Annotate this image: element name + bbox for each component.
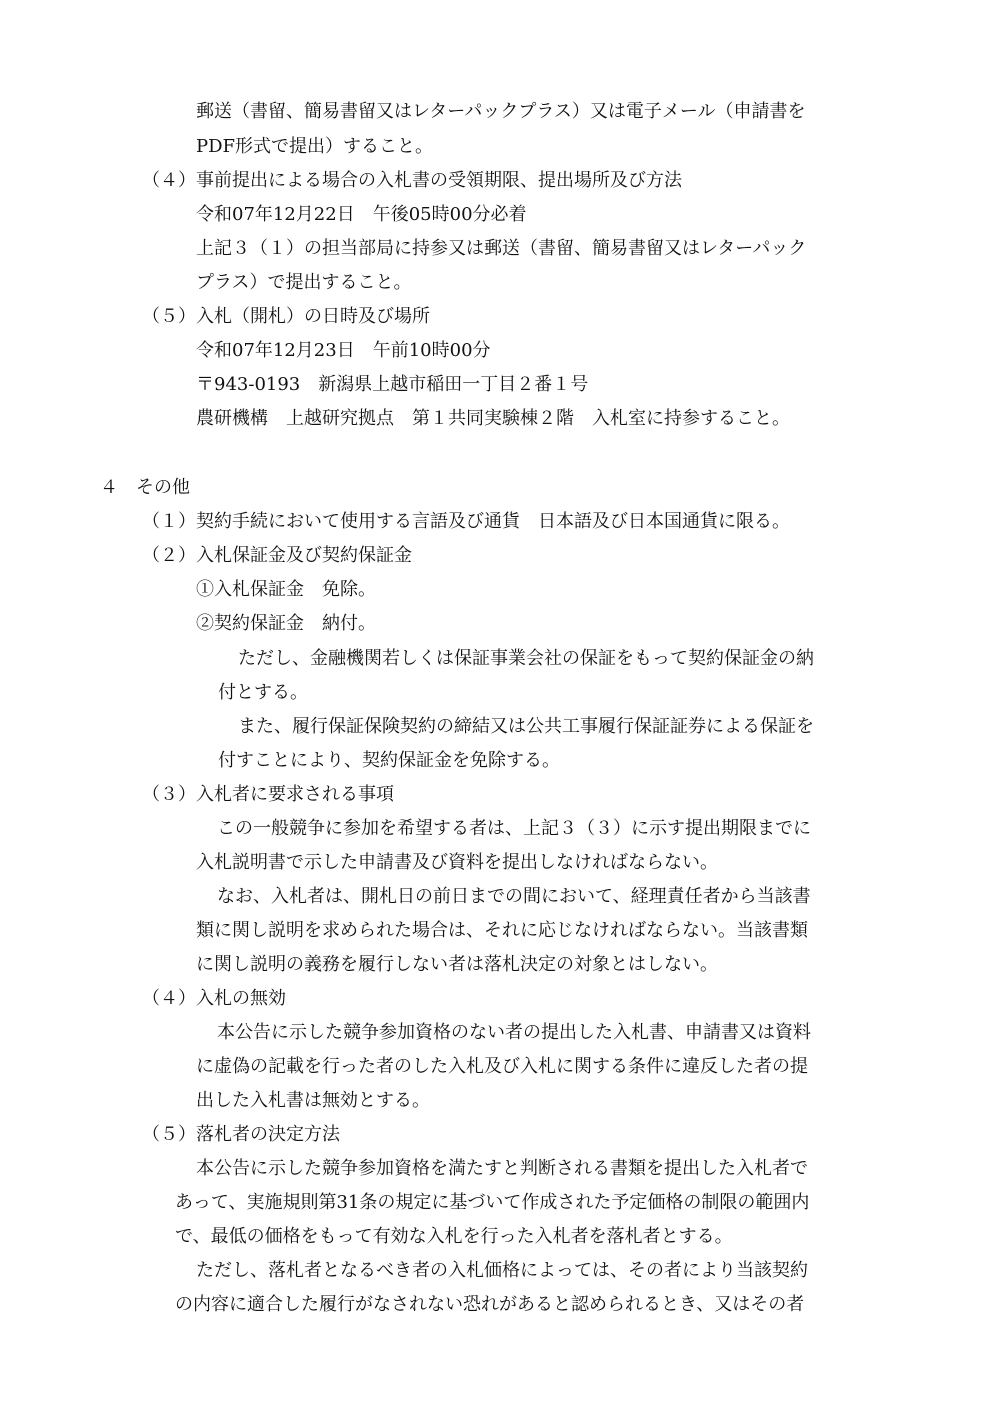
- text-line: プラス）で提出すること。: [196, 272, 412, 293]
- section-heading: （４）入札の無効: [142, 988, 286, 1009]
- text-line: に関し説明の義務を履行しない者は落札決定の対象とはしない。: [196, 954, 718, 975]
- text-line: PDF形式で提出）すること。: [196, 136, 434, 157]
- section-heading: （５）落札者の決定方法: [142, 1124, 340, 1145]
- text-line: 上記３（１）の担当部局に持参又は郵送（書留、簡易書留又はレターパック: [196, 238, 807, 259]
- text-line: 本公告に示した競争参加資格のない者の提出した入札書、申請書又は資料: [217, 1022, 811, 1043]
- text-line: ただし、金融機関若しくは保証事業会社の保証をもって契約保証金の納: [238, 648, 814, 669]
- text-line: 農研機構 上越研究拠点 第１共同実験棟２階 入札室に持参すること。: [196, 408, 790, 429]
- section-heading: （５）入札（開札）の日時及び場所: [142, 306, 430, 327]
- section-heading: （３）入札者に要求される事項: [142, 784, 394, 805]
- text-line: で、最低の価格をもって有効な入札を行った入札者を落札者とする。: [175, 1226, 733, 1247]
- chapter-heading: ４ その他: [100, 477, 190, 498]
- text-line: この一般競争に参加を希望する者は、上記３（３）に示す提出期限までに: [217, 818, 811, 839]
- section-heading: （４）事前提出による場合の入札書の受領期限、提出場所及び方法: [142, 170, 682, 191]
- section-heading: （２）入札保証金及び契約保証金: [142, 545, 412, 566]
- text-line: ②契約保証金 納付。: [196, 613, 376, 634]
- text-line: 本公告に示した競争参加資格を満たすと判断される書類を提出した入札者で: [196, 1158, 808, 1179]
- text-line: ただし、落札者となるべき者の入札価格によっては、その者により当該契約: [196, 1260, 808, 1281]
- text-line: あって、実施規則第31条の規定に基づいて作成された予定価格の制限の範囲内: [175, 1192, 810, 1213]
- text-line: 出した入札書は無効とする。: [196, 1090, 430, 1111]
- text-line: 入札説明書で示した申請書及び資料を提出しなければならない。: [196, 852, 718, 873]
- text-line: 付すことにより、契約保証金を免除する。: [218, 750, 560, 771]
- text-line: 〒943-0193 新潟県上越市稲田一丁目２番１号: [196, 374, 589, 395]
- text-line: 類に関し説明を求められた場合は、それに応じなければならない。当該書類: [196, 920, 808, 941]
- text-line: 郵送（書留、簡易書留又はレターパックプラス）又は電子メール（申請書を: [196, 101, 806, 122]
- text-line: に虚偽の記載を行った者のした入札及び入札に関する条件に違反した者の提: [196, 1056, 808, 1077]
- text-line: 令和07年12月22日 午後05時00分必着: [196, 204, 527, 225]
- text-line: また、履行保証保険契約の締結又は公共工事履行保証証券による保証を: [238, 716, 814, 737]
- text-line: 付とする。: [218, 682, 308, 703]
- section-heading: （１）契約手続において使用する言語及び通貨 日本語及び日本国通貨に限る。: [142, 511, 790, 532]
- text-line: の内容に適合した履行がなされない恐れがあると認められるとき、又はその者: [175, 1294, 805, 1315]
- text-line: 令和07年12月23日 午前10時00分: [196, 340, 491, 361]
- text-line: なお、入札者は、開札日の前日までの間において、経理責任者から当該書: [217, 886, 811, 907]
- text-line: ①入札保証金 免除。: [196, 579, 376, 600]
